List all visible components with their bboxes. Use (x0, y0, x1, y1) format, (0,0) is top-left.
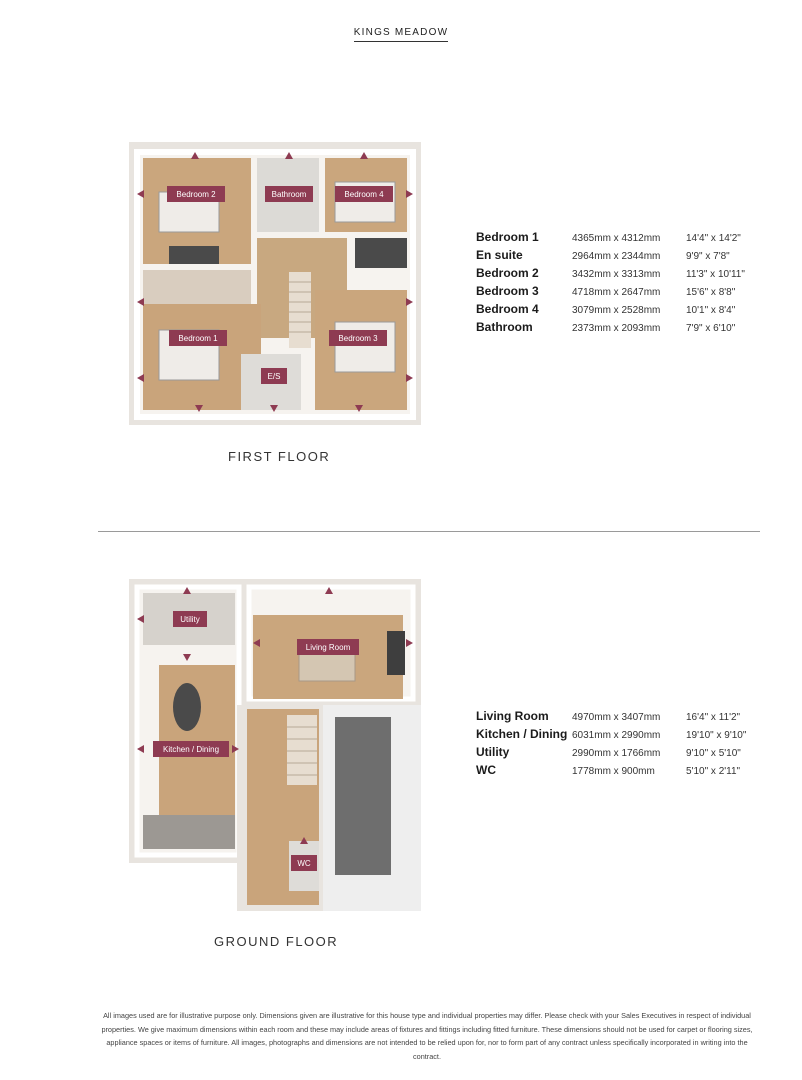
table-row (476, 320, 745, 338)
room-name: Bedroom 1 (476, 230, 539, 244)
room-metric: 2990mm x 1766mm (572, 748, 661, 759)
room-metric: 1778mm x 900mm (572, 766, 655, 777)
ground-floor-dimensions-table (476, 709, 746, 781)
development-name: KINGS MEADOW (354, 27, 448, 42)
table-row (476, 284, 745, 302)
ground-floor-label: GROUND FLOOR (214, 934, 339, 949)
room-imperial: 9'9" x 7'8" (686, 251, 730, 262)
plan-label-bedroom-2: Bedroom 2 (176, 190, 216, 199)
room-imperial: 5'10" x 2'11" (686, 766, 741, 777)
first-floor-label: FIRST FLOOR (228, 449, 331, 464)
room-metric: 2964mm x 2344mm (572, 251, 661, 262)
room-metric: 4718mm x 2647mm (572, 287, 661, 298)
room-name: Kitchen / Dining (476, 727, 568, 741)
room-metric: 3432mm x 3313mm (572, 269, 661, 280)
room-name: En suite (476, 248, 523, 262)
room-imperial: 9'10" x 5'10" (686, 748, 741, 759)
first-floor-plan-drawing (129, 142, 421, 425)
plan-label-kitchen-dining: Kitchen / Dining (162, 745, 220, 754)
first-floor-plan (129, 142, 421, 425)
room-imperial: 14'4" x 14'2" (686, 233, 741, 244)
plan-label-utility: Utility (180, 615, 200, 624)
table-row (476, 248, 745, 266)
room-name: Living Room (476, 709, 549, 723)
ground-floor-plan-drawing (129, 579, 421, 911)
table-row (476, 709, 746, 727)
room-imperial: 10'1" x 8'4" (686, 305, 736, 316)
table-row (476, 727, 746, 745)
first-floor-dimensions-table (476, 230, 745, 338)
room-metric: 4970mm x 3407mm (572, 712, 661, 723)
room-metric: 4365mm x 4312mm (572, 233, 661, 244)
header (0, 22, 802, 42)
table-row (476, 266, 745, 284)
floor-divider (98, 531, 760, 532)
room-imperial: 16'4" x 11'2" (686, 712, 741, 723)
room-name: Bedroom 3 (476, 284, 539, 298)
table-row (476, 302, 745, 320)
plan-label-bathroom: Bathroom (271, 190, 307, 199)
room-imperial: 11'3" x 10'11" (686, 269, 745, 280)
room-name: Bedroom 4 (476, 302, 539, 316)
room-metric: 3079mm x 2528mm (572, 305, 661, 316)
room-name: Bedroom 2 (476, 266, 539, 280)
room-metric: 6031mm x 2990mm (572, 730, 661, 741)
disclaimer: All images used are for illustrative purpose only. Dimensions given are illustrative for this house type and individual properties may differ. Please check with your Sales Executives in respect of individual properties. We give maximum dimensions within each room and these may include areas of fixtures and fittings including fitted furniture. These dimensions should not be used for carpet or flooring sizes, appliance spaces or items of furniture. All images, photographs and dimensions are not intended to be relied upon for, nor to form part of any contract unless specifically incorporated in writing into the contract. (101, 1011, 753, 1061)
table-row (476, 230, 745, 248)
room-imperial: 7'9" x 6'10" (686, 323, 736, 334)
plan-label-living-room: Living Room (305, 643, 351, 652)
plan-label-bedroom-1: Bedroom 1 (178, 334, 218, 343)
plan-label-bedroom-4: Bedroom 4 (344, 190, 384, 199)
plan-label-wc: WC (297, 859, 311, 868)
table-row (476, 745, 746, 763)
room-metric: 2373mm x 2093mm (572, 323, 661, 334)
room-imperial: 19'10" x 9'10" (686, 730, 747, 741)
ground-floor-plan (129, 579, 421, 911)
room-name: Bathroom (476, 320, 533, 334)
plan-label-en-suite: E/S (267, 372, 281, 381)
plan-label-bedroom-3: Bedroom 3 (338, 334, 378, 343)
room-imperial: 15'6" x 8'8" (686, 287, 736, 298)
room-name: WC (476, 763, 496, 777)
room-name: Utility (476, 745, 510, 759)
table-row (476, 763, 746, 781)
